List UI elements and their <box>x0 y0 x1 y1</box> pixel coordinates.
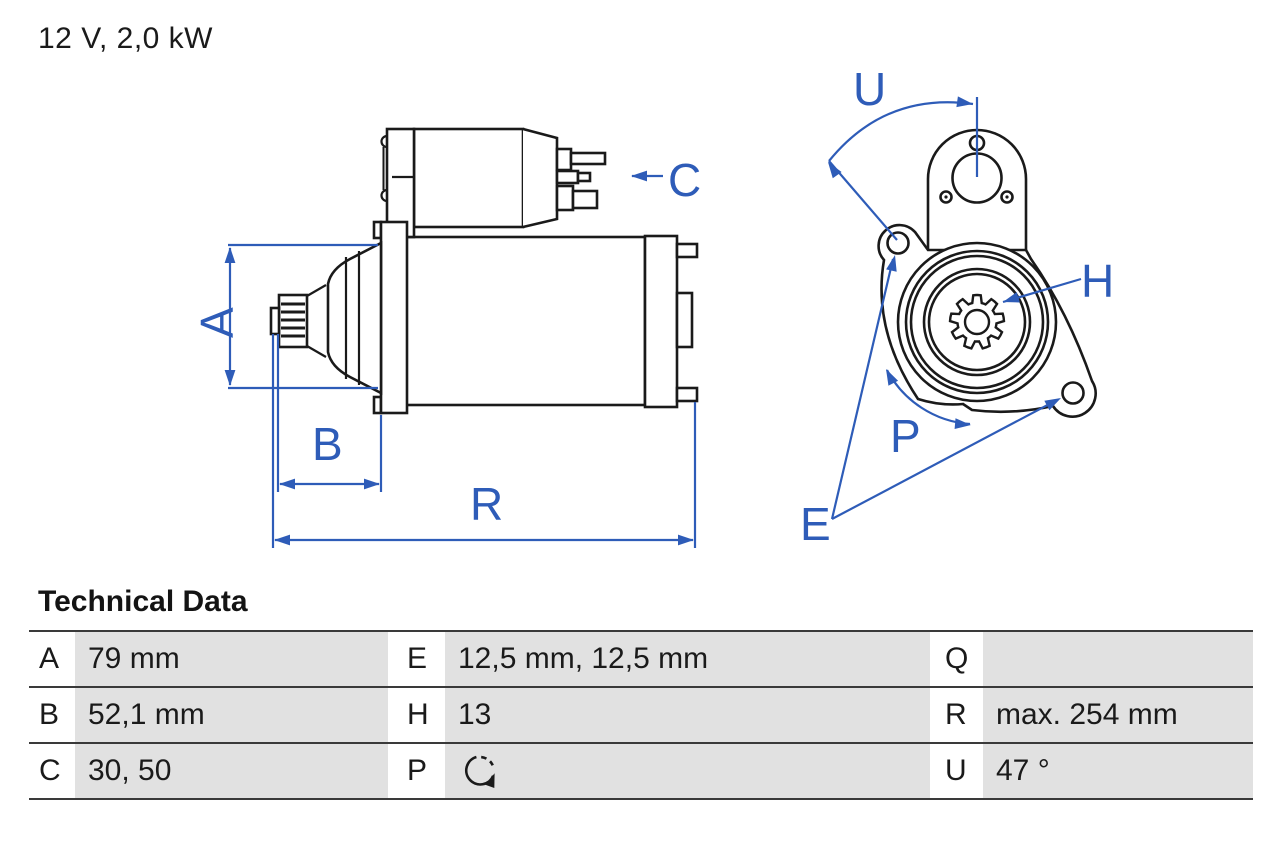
section-heading: Technical Data <box>38 585 248 618</box>
param-key-r: R <box>930 688 983 742</box>
dim-label-b: B <box>312 418 343 470</box>
param-key-h: H <box>388 688 445 742</box>
param-value-b: 52,1 mm <box>75 688 388 742</box>
drive-housing <box>328 243 381 393</box>
rotation-direction-icon <box>459 750 501 792</box>
param-key-u: U <box>930 744 983 798</box>
side-view <box>271 129 697 413</box>
solenoid <box>414 129 523 227</box>
end-cap <box>645 236 677 407</box>
table-row <box>29 630 1253 686</box>
param-value-h: 13 <box>445 688 930 742</box>
dim-label-u: U <box>853 63 887 115</box>
param-value-q <box>983 632 1253 686</box>
dim-label-e: E <box>800 498 831 550</box>
param-value-c: 30, 50 <box>75 744 388 798</box>
technical-data-table <box>29 630 1253 800</box>
param-key-c: C <box>29 744 75 798</box>
dim-label-c: C <box>668 154 702 206</box>
param-key-p: P <box>388 744 445 798</box>
solenoid-terminals <box>557 149 605 210</box>
bolt-hole-bottom-right <box>1063 383 1084 404</box>
dim-label-p: P <box>890 410 921 462</box>
param-value-u: 47 ° <box>983 744 1253 798</box>
param-key-e: E <box>388 632 445 686</box>
dim-c <box>631 171 663 182</box>
page-title: 12 V, 2,0 kW <box>38 22 213 55</box>
param-value-a: 79 mm <box>75 632 388 686</box>
mounting-flange-side <box>381 222 407 413</box>
shaft-end <box>271 308 279 334</box>
param-key-b: B <box>29 688 75 742</box>
param-value-e: 12,5 mm, 12,5 mm <box>445 632 930 686</box>
dim-label-r: R <box>470 478 504 530</box>
motor-body <box>405 237 645 405</box>
param-key-a: A <box>29 632 75 686</box>
param-value-p <box>445 744 930 798</box>
bolt-hole-top-left <box>888 233 909 254</box>
front-view <box>879 130 1096 417</box>
dim-label-a: A <box>191 307 243 338</box>
param-value-r: max. 254 mm <box>983 688 1253 742</box>
param-key-q: Q <box>930 632 983 686</box>
table-row <box>29 742 1253 798</box>
table-row <box>29 686 1253 742</box>
dim-label-h: H <box>1081 255 1115 307</box>
